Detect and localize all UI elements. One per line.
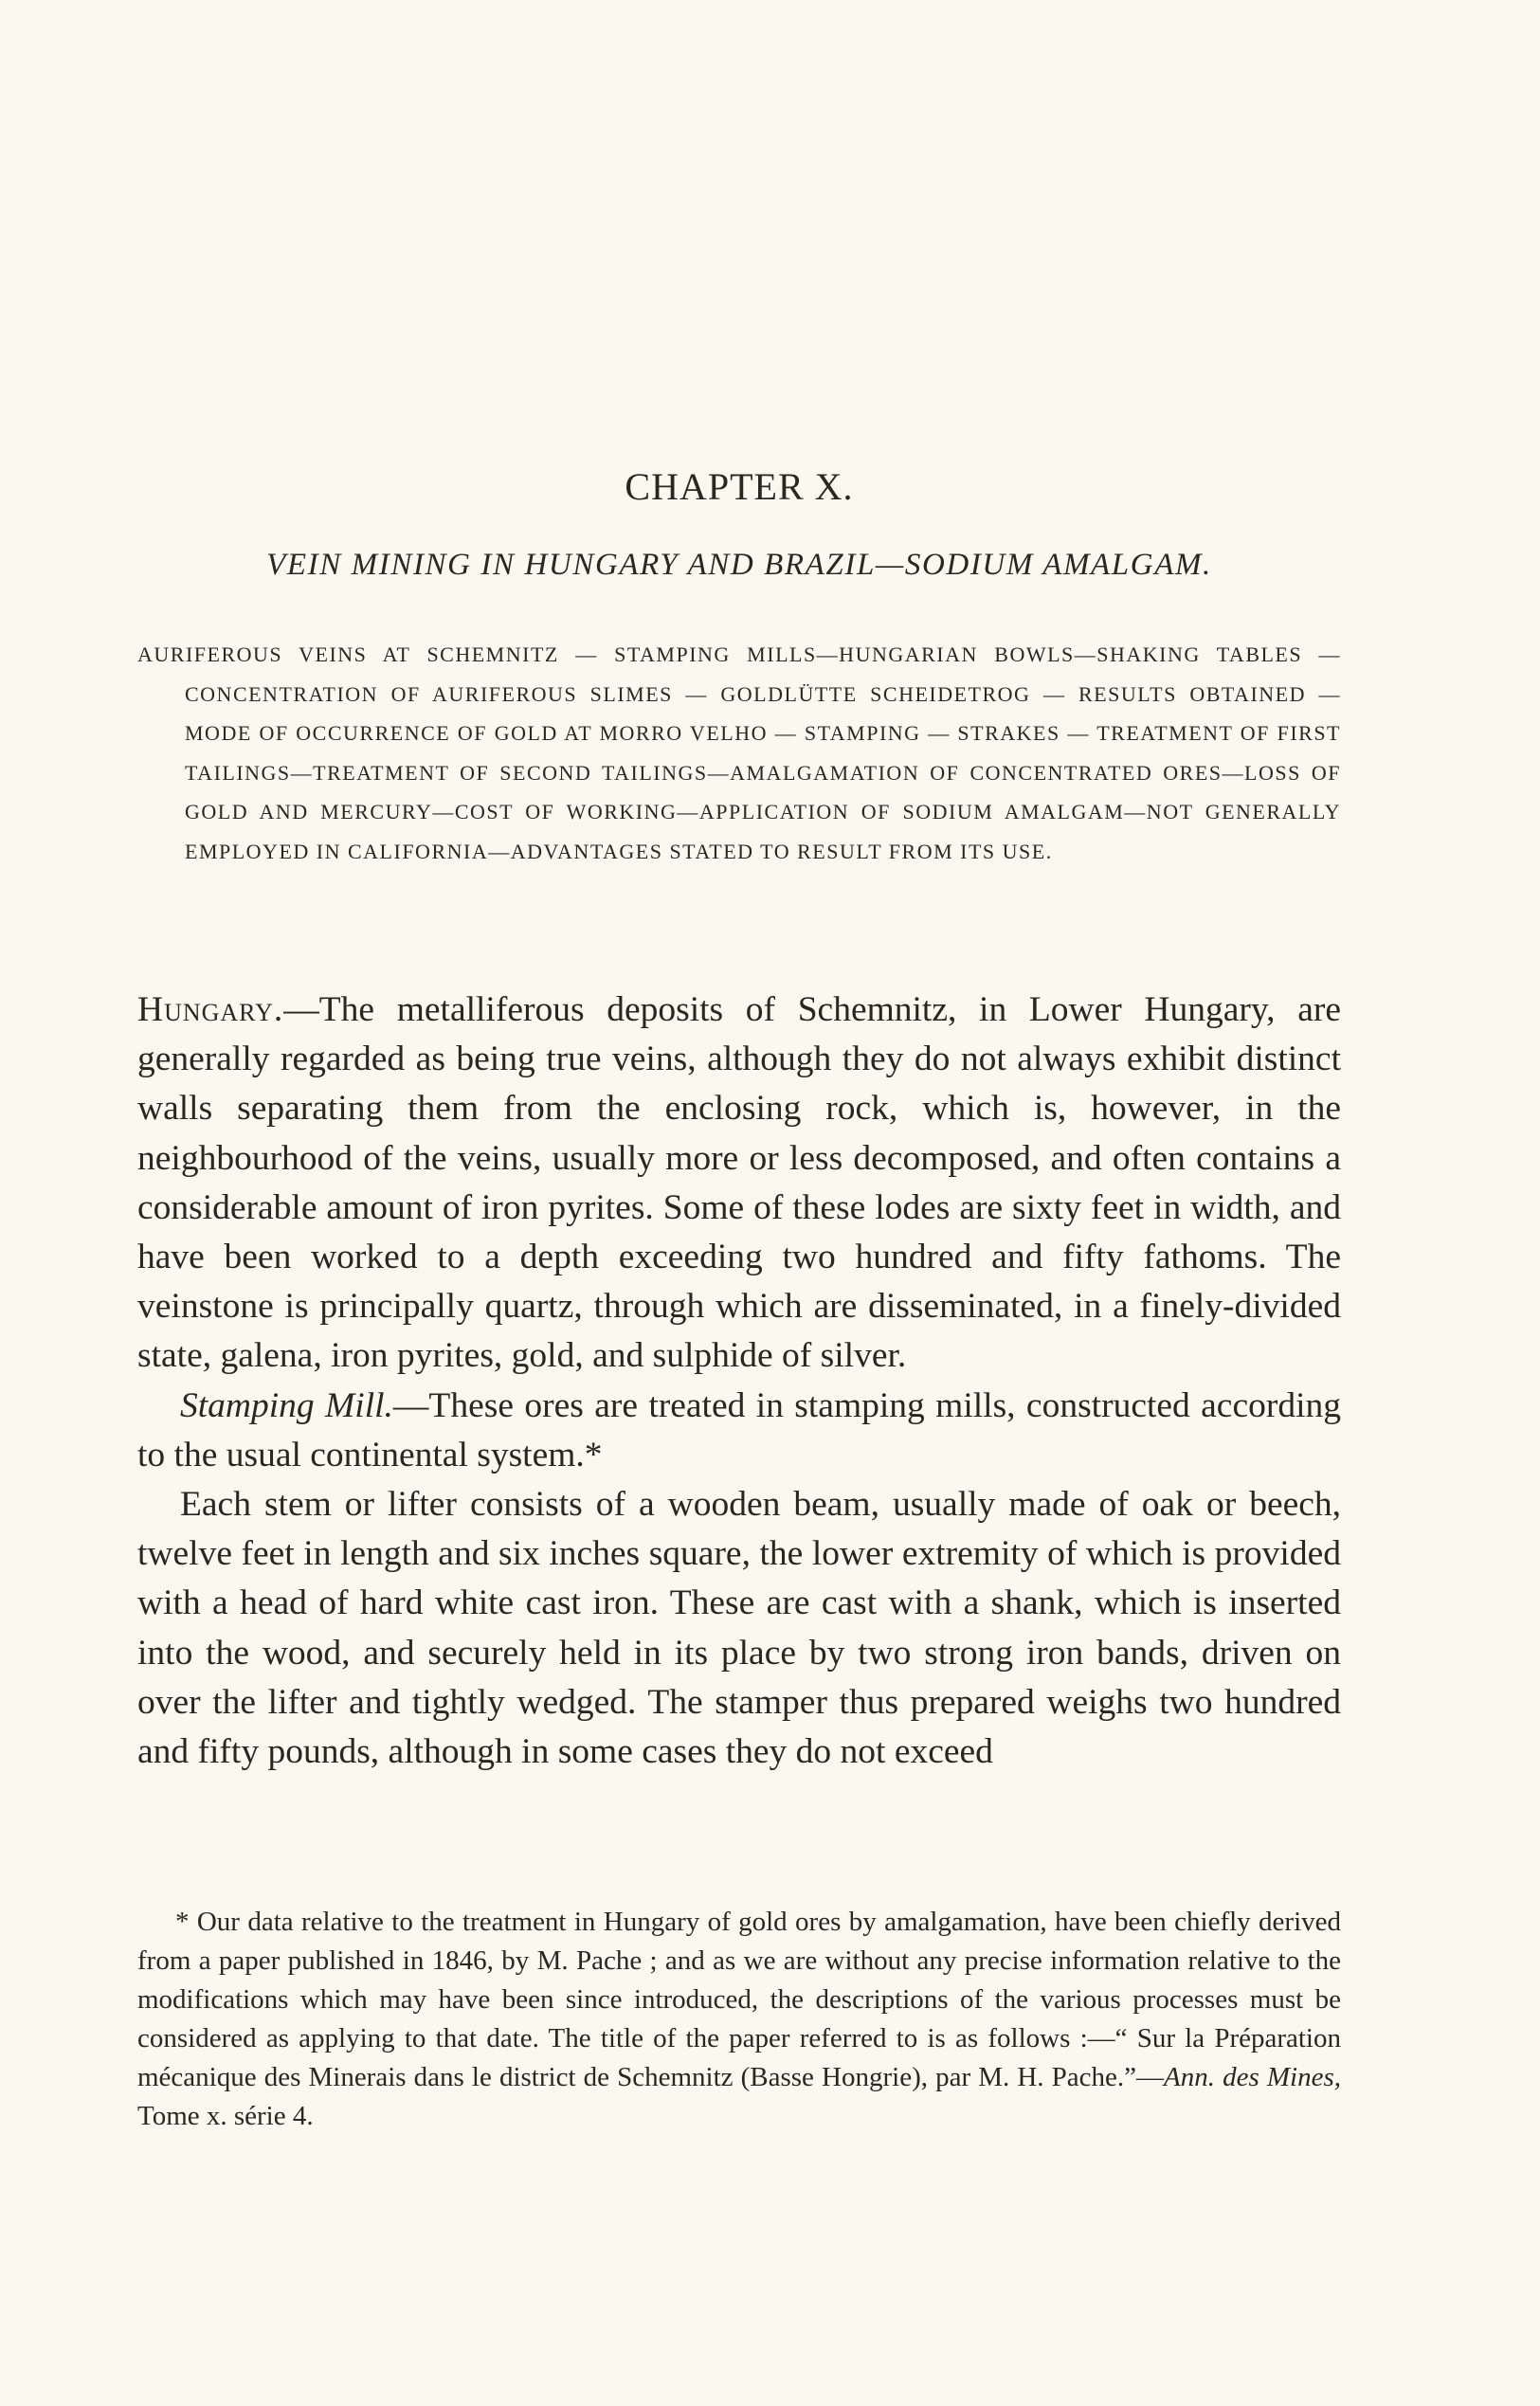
body-text [137, 986, 1341, 1777]
footnote-tail: Tome x. série 4. [137, 2101, 314, 2131]
chapter-synopsis: AURIFEROUS VEINS AT SCHEMNITZ — STAMPING MILLS—HUNGARIAN BOWLS—SHAKING TABLES — CONCENTRATION OF AURIFEROUS SLIMES — GOLDLÜTTE SCHEIDETROG — RESULTS OBTAINED — MODE OF OCCURRENCE OF GOLD AT MORRO VELHO — STAMPING — STRAKES — TREATMENT OF FIRST TAILINGS—TREATMENT OF SECOND TAILINGS—AMALGAMATION OF CONCENTRATED ORES—LOSS OF GOLD AND MERCURY—COST OF WORKING—APPLICATION OF SODIUM AMALGAM—NOT GENERALLY EMPLOYED IN CALIFORNIA—ADVANTAGES STATED TO RESULT FROM ITS USE. [137, 642, 1341, 863]
paragraph-stamping-mill [137, 1382, 1341, 1480]
chapter-title: CHAPTER X. [625, 465, 854, 508]
paragraph-lead: Stamping Mill. [180, 1385, 393, 1425]
paragraph-lead: Hungary. [137, 990, 284, 1029]
chapter-subtitle: VEIN MINING IN HUNGARY AND BRAZIL—SODIUM AMALGAM. [266, 548, 1212, 582]
footnote [137, 1903, 1341, 2136]
paragraph-text: —These ores are treated in stamping mills, constructed according to the usual continental system.* [137, 1385, 1341, 1474]
footnote-source: Ann. des Mines, [1164, 2062, 1341, 2092]
footnote-text: * Our data relative to the treatment in Hungary of gold ores by amalgamation, have been chiefly derived from a paper published in 1846, by M. Pache ; and as we are without any precise information relative to the modifications which may have been since introduced, the descriptions of the various processes must be considered as applying to that date. The title of the paper referred to is as follows :—“ Sur la Préparation mécanique des Minerais dans le district de Schemnitz (Basse Hongrie), par M. H. Pache.”— [137, 1907, 1341, 2092]
paragraph-text: —The metalliferous deposits of Schemnitz, in Lower Hungary, are generally regarded as being true veins, although they do not always exhibit distinct walls separating them from the enclosing rock, which is, however, in the neighbourhood of the veins, usually more or less decomposed, and often contains a considerable amount of iron pyrites. Some of these lodes are sixty feet in width, and have been worked to a depth exceeding two hundred and fifty fathoms. The veinstone is principally quartz, through which are disseminated, in a finely-divided state, galena, iron pyrites, gold, and sulphide of silver. [137, 990, 1341, 1376]
paragraph-stem-lifter: Each stem or lifter consists of a wooden beam, usually made of oak or beech, twelve feet in length and six inches square, the lower extremity of which is provided with a head of hard white cast iron. These are cast with a shank, which is inserted into the wood, and securely held in its place by two strong iron bands, driven on over the lifter and tightly wedged. The stamper thus prepared weighs two hundred and fifty pounds, although in some cases they do not exceed [137, 1485, 1341, 1772]
paragraph-hungary [137, 986, 1341, 1382]
